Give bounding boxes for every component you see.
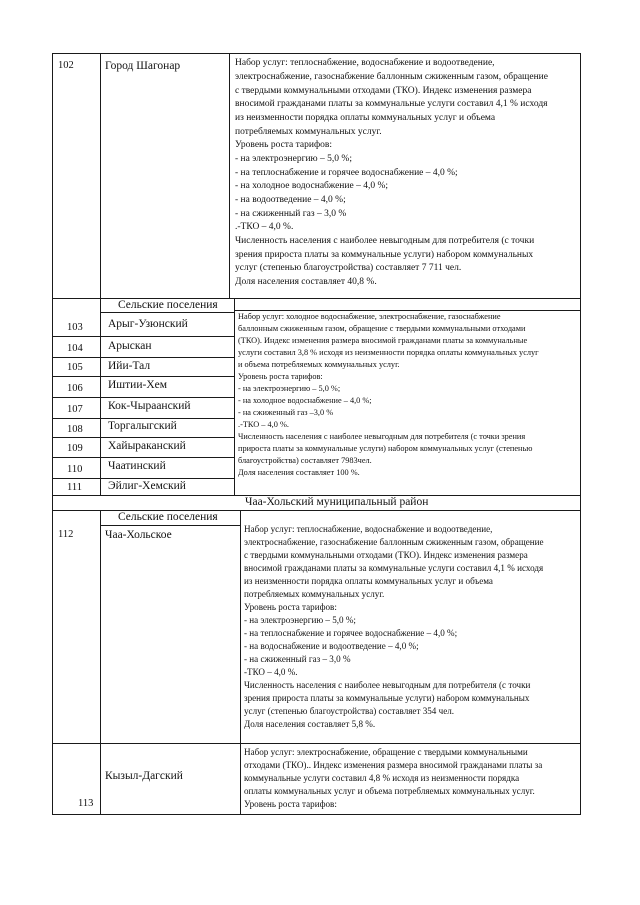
desc-line: баллонным сжиженным газом, обращение с твердыми коммунальными отходами <box>238 324 526 333</box>
desc-line: из неизменности порядка оплаты коммунальных услуг и объема <box>235 113 496 123</box>
desc-line: зрения прироста платы за коммунальные услуги) набором коммунальных <box>244 693 530 703</box>
row-number: 113 <box>78 798 94 809</box>
desc-line: услуги составил 3,8 % исходя из неизменности порядка оплаты коммунальных услуг <box>238 348 539 357</box>
rule <box>52 397 234 398</box>
col-num-divider <box>100 510 101 815</box>
municipality-name: Чаа-Хольское <box>105 529 172 541</box>
rule <box>52 357 234 358</box>
desc-line: коммунальные услуги составил 4,8 % исходя из неизменности порядка <box>244 773 520 783</box>
desc-line: - на сжиженный газ –3,0 % <box>238 408 334 417</box>
desc-line: - на сжиженный газ – 3,0 % <box>244 654 351 664</box>
desc-line: Уровень роста тарифов: <box>238 372 323 381</box>
row-number: 106 <box>67 383 83 394</box>
row-number: 107 <box>67 404 83 415</box>
desc-line: электроснабжение, газоснабжение баллонным сжиженным газом, обращение <box>235 72 548 82</box>
desc-line: Численность населения с наиболее невыгодным для потребителя (с точки зрения <box>238 432 526 441</box>
desc-line: Уровень роста тарифов: <box>244 602 337 612</box>
desc-line: Уровень роста тарифов: <box>235 140 332 150</box>
desc-line: с твердыми коммунальными отходами (ТКО). Индекс изменения размера <box>244 550 528 560</box>
desc-line: - на электроэнергию – 5,0 %; <box>244 615 356 625</box>
municipality-name: Торгалыгский <box>108 420 177 432</box>
desc-line: Доля населения составляет 5,8 %. <box>244 719 376 729</box>
desc-line: потребляемых коммунальных услуг. <box>244 589 385 599</box>
rule <box>52 743 581 744</box>
desc-line: Численность населения с наиболее невыгодным для потребителя (с точки <box>235 236 535 246</box>
col-name-divider <box>234 298 235 496</box>
desc-line: - на теплоснабжение и горячее водоснабжение – 4,0 %; <box>235 168 458 178</box>
municipality-name: Иштии-Хем <box>108 379 168 391</box>
municipality-name: Эйлиг-Хемский <box>108 480 186 492</box>
section-header: Сельские поселения <box>118 511 218 523</box>
desc-line: из неизменности порядка оплаты коммунальных услуг и объема <box>244 576 493 586</box>
desc-line: зрения прироста платы за коммунальные услуги) набором коммунальных <box>235 250 534 260</box>
desc-line: услуг (степенью благоустройства) составляет 354 чел. <box>244 706 455 716</box>
desc-line: Набор услуг: электроснабжение, обращение с твердыми коммунальными <box>244 747 528 757</box>
desc-line: вносимой гражданами платы за коммунальные услуги составил 4,1 % исходя <box>235 99 548 109</box>
desc-line: оплаты коммунальных услуг и объема потребляемых коммунальных услуг. <box>244 786 535 796</box>
desc-line: Доля населения составляет 40,8 %. <box>235 277 377 287</box>
row-number: 110 <box>67 464 83 475</box>
row-number: 105 <box>67 362 83 373</box>
desc-line: Набор услуг: теплоснабжение, водоснабжение и водоотведение, <box>235 58 495 68</box>
desc-line: Набор услуг: холодное водоснабжение, электроснабжение, газоснабжение <box>238 312 501 321</box>
desc-line: Доля населения составляет 100 %. <box>238 468 360 477</box>
desc-line: Уровень роста тарифов: <box>244 799 337 809</box>
district-header: Чаа-Хольский муниципальный район <box>245 496 429 508</box>
col-num-divider <box>100 53 101 299</box>
desc-line: - на электроэнергию – 5,0 %; <box>235 154 352 164</box>
municipality-name: Чаатинский <box>108 460 166 472</box>
rule <box>52 478 234 479</box>
municipality-name: Арыскан <box>108 340 152 352</box>
desc-line: .-ТКО – 4,0 %. <box>238 420 289 429</box>
section-header: Сельские поселения <box>118 299 218 311</box>
desc-line: - на теплоснабжение и горячее водоснабжение – 4,0 %; <box>244 628 458 638</box>
rule <box>52 457 234 458</box>
desc-line: (ТКО). Индекс изменения размера вносимой гражданами платы за коммунальные <box>238 336 528 345</box>
rule <box>52 437 234 438</box>
desc-line: прироста платы за коммунальные услуги) набором коммунальных услуг (степенью <box>238 444 533 453</box>
municipality-name: Кызыл-Дагский <box>105 770 183 782</box>
desc-line: - на электроэнергию – 5,0 %; <box>238 384 341 393</box>
row-number: 111 <box>67 482 82 493</box>
desc-line: услуг (степенью благоустройства) составляет 7 711 чел. <box>235 263 462 273</box>
row-number: 108 <box>67 424 83 435</box>
border-left <box>52 53 53 815</box>
col-name-divider <box>229 53 230 299</box>
desc-line: - на сжиженный газ – 3,0 % <box>235 209 347 219</box>
row-number: 104 <box>67 343 83 354</box>
desc-line: Набор услуг: теплоснабжение, водоснабжение и водоотведение, <box>244 524 493 534</box>
desc-line: -ТКО – 4,0 %. <box>244 667 298 677</box>
municipality-name: Арыг-Узюнский <box>108 318 188 330</box>
rule <box>52 376 234 377</box>
desc-line: - на водоотведение – 4,0 %; <box>235 195 346 205</box>
desc-line: - на водоснабжение и водоотведение – 4,0 %; <box>244 641 419 651</box>
rule-top <box>52 53 581 54</box>
desc-line: вносимой гражданами платы за коммунальные услуги составил 4,1 % исходя <box>244 563 544 573</box>
rule <box>100 525 240 526</box>
municipality-name: Кок-Чыраанский <box>108 400 191 412</box>
desc-line: благоустройства) составляет 7983чел. <box>238 456 372 465</box>
col-name-divider <box>240 510 241 815</box>
municipality-name: Ийи-Тал <box>108 360 151 372</box>
municipality-name: Хайыраканский <box>108 440 186 452</box>
desc-line: отходами (ТКО).. Индекс изменения размера вносимой гражданами платы за <box>244 760 543 770</box>
rule <box>234 310 581 311</box>
border-right <box>580 53 581 815</box>
desc-line: потребляемых коммунальных услуг. <box>235 127 382 137</box>
row-number: 112 <box>58 529 74 540</box>
rule <box>52 418 234 419</box>
rule <box>52 336 234 337</box>
rule <box>100 312 234 313</box>
desc-line: - на холодное водоснабжение – 4,0 %; <box>235 181 388 191</box>
row-number: 109 <box>67 443 83 454</box>
desc-line: электроснабжение, газоснабжение баллонным сжиженным газом, обращение <box>244 537 544 547</box>
desc-line: - на холодное водоснабжение – 4,0 %; <box>238 396 372 405</box>
row-number: 103 <box>67 322 83 333</box>
desc-line: с твердыми коммунальными отходами (ТКО). Индекс изменения размера <box>235 86 532 96</box>
rule-bottom <box>52 814 581 815</box>
municipality-name: Город Шагонар <box>105 60 181 72</box>
row-number: 102 <box>58 60 74 71</box>
desc-line: Численность населения с наиболее невыгодным для потребителя (с точки <box>244 680 531 690</box>
desc-line: .-ТКО – 4,0 %. <box>235 222 294 232</box>
desc-line: и объема потребляемых коммунальных услуг. <box>238 360 400 369</box>
